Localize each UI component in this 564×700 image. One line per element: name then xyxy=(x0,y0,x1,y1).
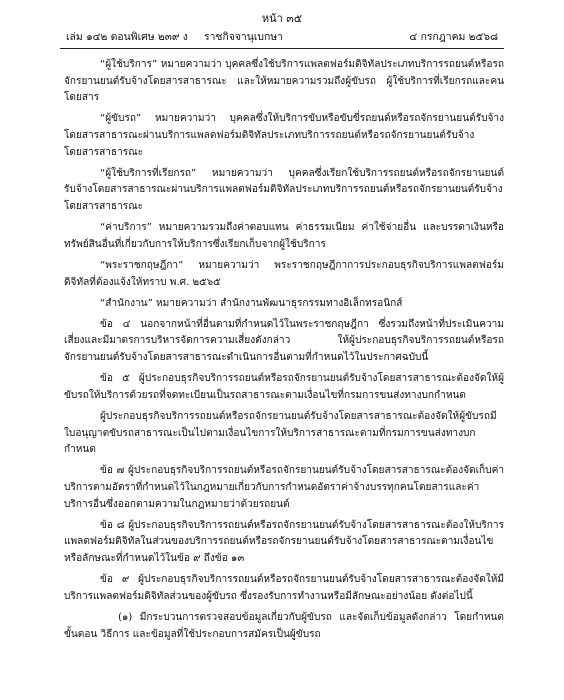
definition-service-fee: “ค่าบริการ” หมายความรวมถึงค่าตอบแทน ค่าธรรมเนียม ค่าใช้จ่ายอื่น และบรรดาเงินหรือทรัพย์สินอื่นที่เกี่ยวกับการให้บริการซึ่งเรียกเก็บจากผู้ใช้บริการ xyxy=(64,222,504,250)
publication-date: ๔ กรกฎาคม ๒๕๖๘ xyxy=(409,31,498,43)
clause-7: ข้อ ๗ ผู้ประกอบธุรกิจบริการรถยนต์หรือรถจักรยานยนต์รับจ้างโดยสารสาธารณะต้องจัดเก็บค่าบริการตามอัตราที่กำหนดไว้ในกฎหมายเกี่ยวกับการกำหนดอัตราค่าจ้างบรรทุกคนโดยสารและค่าบริการอื่นซึ่งออกตามความในกฎหมายว่าด้วยรถยนต์ xyxy=(64,465,504,510)
definition-office: “สำนักงาน” หมายความว่า สำนักงานพัฒนาธุรกรรมทางอิเล็กทรอนิกส์ xyxy=(100,297,403,309)
page-number: หน้า ๓๕ xyxy=(261,12,303,25)
document-body xyxy=(64,57,504,643)
gazette-name: ราชกิจจานุเบกษา xyxy=(204,31,283,43)
clause-5: ข้อ ๕ ผู้ประกอบธุรกิจบริการรถยนต์หรือรถจักรยานยนต์รับจ้างโดยสารสาธารณะต้องจัดให้ผู้ขับรถให้บริการด้วยรถที่จดทะเบียนเป็นรถสาธารณะตามเงื่อนไขที่กรมการขนส่งทางบกกำหนด xyxy=(64,373,504,401)
gazette-header xyxy=(66,29,498,45)
clause-4: ข้อ ๔ นอกจากหน้าที่อื่นตามที่กำหนดไว้ในพระราชกฤษฎีกา ซึ่งรวมถึงหน้าที่ประเมินความเสี่ยงและมีมาตรการบริหารจัดการความเสี่ยงดังกล่าว ให้ผู้ประกอบธุรกิจบริการรถยนต์หรือรถจักรยานยนต์รับจ้างโดยสารสาธารณะดำเนินการอื่นตามที่กำหนดไว้ในประกาศฉบับนี้ xyxy=(64,318,504,364)
definition-ride-requester: “ผู้ใช้บริการที่เรียกรถ” หมายความว่า บุคคลซึ่งเรียกใช้บริการรถยนต์หรือรถจักรยานยนต์รับจ้างโดยสารสาธารณะผ่านบริการแพลตฟอร์มดิจิทัลประเภทบริการรถยนต์หรือรถจักรยานยนต์รับจ้างโดยสารสาธารณะ xyxy=(64,167,504,212)
clause-9: ข้อ ๙ ผู้ประกอบธุรกิจบริการรถยนต์หรือรถจักรยานยนต์รับจ้างโดยสารสาธารณะต้องจัดให้มีบริการแพลตฟอร์มดิจิทัลส่วนของผู้ขับรถ ซึ่งรองรับการทำงานหรือมีลักษณะอย่างน้อย ดังต่อไปนี้ xyxy=(64,574,504,602)
clause-9-item-1: (๑) มีกระบวนการตรวจสอบข้อมูลเกี่ยวกับผู้ขับรถ และจัดเก็บข้อมูลดังกล่าว โดยกำหนดขั้นตอน วิธีการ และข้อมูลที่ใช้ประกอบการสมัครเป็นผู้ขับรถ xyxy=(64,611,504,640)
clause-8: ข้อ ๘ ผู้ประกอบธุรกิจบริการรถยนต์หรือรถจักรยานยนต์รับจ้างโดยสารสาธารณะต้องให้บริการแพลตฟอร์มดิจิทัลในส่วนของบริการรถยนต์หรือรถจักรยานยนต์รับจ้างโดยสารสาธารณะตามเงื่อนไขหรือลักษณะที่กำหนดไว้ในข้อ ๙ ถึงข้อ ๑๓ xyxy=(64,519,504,564)
volume-info: เล่ม ๑๔๒ ตอนพิเศษ ๒๓๙ ง xyxy=(66,31,188,43)
definition-service-user: “ผู้ใช้บริการ” หมายความว่า บุคคลซึ่งใช้บริการแพลตฟอร์มดิจิทัลประเภทบริการรถยนต์หรือรถจักรยานยนต์รับจ้างโดยสารสาธารณะ และให้หมายความรวมถึงผู้ขับรถ ผู้ใช้บริการที่เรียกรถและคนโดยสาร xyxy=(64,59,504,104)
definition-royal-decree: “พระราชกฤษฎีกา” หมายความว่า พระราชกฤษฎีกาการประกอบธุรกิจบริการแพลตฟอร์มดิจิทัลที่ต้องแจ้งให้ทราบ พ.ศ. ๒๕๖๕ xyxy=(64,259,504,288)
definition-driver: “ผู้ขับรถ” หมายความว่า บุคคลซึ่งให้บริการขับหรือขับขี่รถยนต์หรือรถจักรยานยนต์รับจ้างโดยสารสาธารณะผ่านบริการแพลตฟอร์มดิจิทัลประเภทบริการรถยนต์หรือรถจักรยานยนต์รับจ้างโดยสารสาธารณะ xyxy=(64,113,504,158)
clause-6: ผู้ประกอบธุรกิจบริการรถยนต์หรือรถจักรยานยนต์รับจ้างโดยสารสาธารณะต้องจัดให้ผู้ขับรถมีใบอนุญาตขับรถสาธารณะเป็นไปตามเงื่อนไขการให้บริการสาธารณะตามที่กรมการขนส่งทางบกกำหนด xyxy=(64,411,497,456)
header-divider xyxy=(60,48,504,49)
